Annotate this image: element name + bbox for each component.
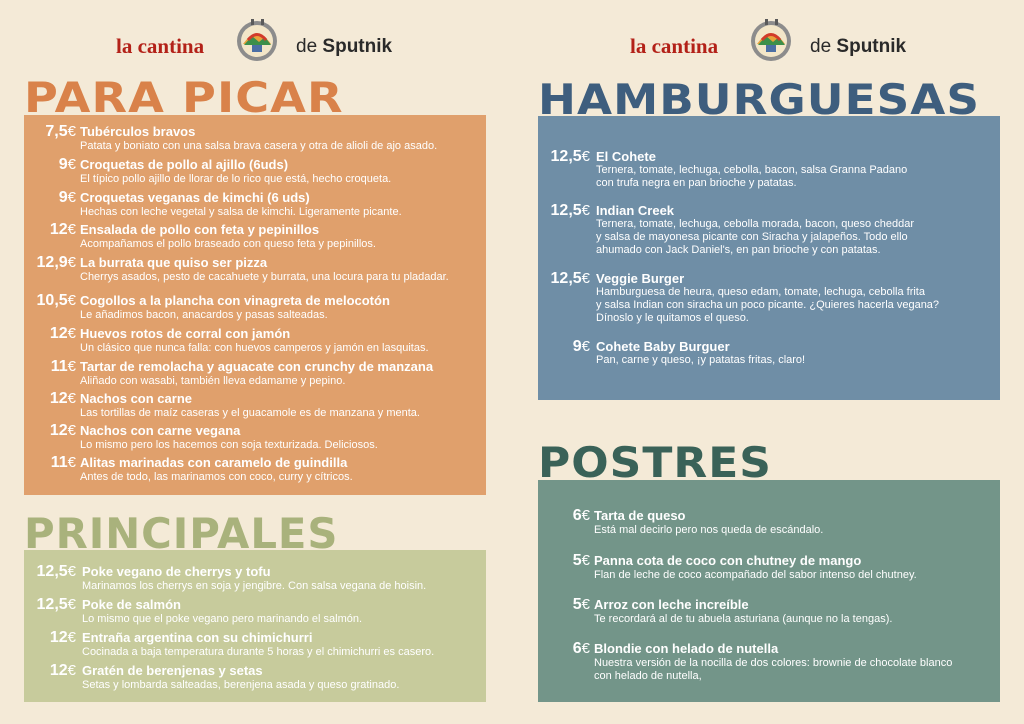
item-description: con helado de nutella,	[594, 670, 702, 682]
item-name: Indian Creek	[596, 203, 675, 218]
brand-header-left	[116, 18, 436, 66]
item-name: La burrata que quiso ser pizza	[80, 255, 268, 270]
item-name: Huevos rotos de corral con jamón	[80, 326, 291, 341]
item-name: Gratén de berenjenas y setas	[82, 663, 263, 678]
item-name: Alitas marinadas con caramelo de guindilla	[80, 455, 348, 470]
item-description: Las tortillas de maíz caseras y el guacamole es de manzana y menta.	[80, 407, 420, 419]
item-description: Lo mismo pero los hacemos con soja texturizada. Deliciosos.	[80, 439, 378, 451]
item-name: Cohete Baby Burguer	[596, 339, 730, 354]
item-name: Poke vegano de cherrys y tofu	[82, 564, 271, 579]
item-price: 6€	[572, 507, 590, 524]
item-price: 10,5€	[36, 292, 76, 309]
item-description: y salsa Indian con siracha un poco picante. ¿Quieres hacerla vegana?	[596, 299, 940, 311]
item-price: 12,5€	[550, 202, 590, 219]
item-description: Flan de leche de coco acompañado del sabor intenso del chutney.	[594, 569, 917, 581]
brand-name: la cantina	[116, 34, 205, 58]
item-description: Cocinada a baja temperatura durante 5 horas y el chimichurri es casero.	[82, 646, 435, 658]
brand-header-right	[630, 18, 950, 66]
postres-heading: POSTRES	[538, 439, 772, 488]
item-description: Le añadimos bacon, anacardos y pasas salteadas.	[80, 309, 328, 321]
item-name: Croquetas veganas de kimchi (6 uds)	[80, 190, 310, 205]
item-description: El típico pollo ajillo de llorar de lo rico que está, hecho croqueta.	[80, 173, 392, 185]
item-description: Setas y lombarda salteadas, berenjena asada y queso gratinado.	[82, 679, 400, 691]
item-description: Pan, carne y queso, ¡y patatas fritas, claro!	[596, 354, 806, 366]
item-name: Blondie con helado de nutella	[594, 641, 779, 656]
item-name: Cogollos a la plancha con vinagreta de melocotón	[80, 293, 390, 308]
brand-sub: de Sputnik	[810, 36, 907, 57]
item-name: Veggie Burger	[596, 271, 685, 286]
item-description: Hechas con leche vegetal y salsa de kimchi. Ligeramente picante.	[80, 206, 402, 218]
brand-sub: de Sputnik	[296, 36, 393, 57]
item-price: 12€	[49, 662, 76, 679]
cantina-logo-icon	[234, 18, 280, 64]
item-description: Aliñado con wasabi, también lleva edamame y pepino.	[80, 375, 346, 387]
item-price: 5€	[572, 596, 590, 613]
item-description: Patata y boniato con una salsa brava casera y otra de alioli de ajo asado.	[80, 140, 438, 152]
hamburguesas-heading: HAMBURGUESAS	[538, 76, 981, 125]
item-description: Marinamos los cherrys en soja y jengibre. Con salsa vegana de hoisin.	[82, 580, 427, 592]
item-description: ahumado con Jack Daniel's, en pan brioche y con patatas.	[596, 244, 881, 256]
item-name: Tarta de queso	[594, 508, 686, 523]
item-price: 12,5€	[550, 270, 590, 287]
principales-heading: PRINCIPALES	[24, 510, 339, 559]
item-price: 6€	[572, 640, 590, 657]
item-price: 9€	[58, 189, 76, 206]
item-price: 12€	[49, 221, 76, 238]
item-name: Nachos con carne vegana	[80, 423, 241, 438]
item-name: Entraña argentina con su chimichurri	[82, 630, 313, 645]
item-price: 9€	[572, 338, 590, 355]
cantina-logo-icon	[748, 18, 794, 64]
para-picar-heading: PARA PICAR	[24, 74, 344, 123]
item-price: 12,5€	[550, 148, 590, 165]
item-description: con trufa negra en pan brioche y patatas.	[596, 177, 797, 189]
brand-name: la cantina	[630, 34, 719, 58]
item-name: Nachos con carne	[80, 391, 192, 406]
item-price: 11€	[50, 454, 76, 471]
item-name: El Cohete	[596, 149, 656, 164]
item-description: Hamburguesa de heura, queso edam, tomate, lechuga, cebolla frita	[596, 286, 925, 298]
item-description: Antes de todo, las marinamos con coco, curry y cítricos.	[80, 471, 353, 483]
item-price: 12,5€	[36, 563, 76, 580]
item-description: Cherrys asados, pesto de cacahuete y burrata, una locura para tu pladadar.	[80, 271, 449, 283]
item-name: Panna cota de coco con chutney de mango	[594, 553, 862, 568]
item-price: 12€	[49, 325, 76, 342]
item-name: Poke de salmón	[82, 597, 181, 612]
item-description: Lo mismo que el poke vegano pero marinando el salmón.	[82, 613, 363, 625]
item-name: Croquetas de pollo al ajillo (6uds)	[80, 157, 289, 172]
item-price: 12,5€	[36, 596, 76, 613]
item-name: Arroz con leche increíble	[594, 597, 749, 612]
item-price: 12€	[49, 390, 76, 407]
item-price: 7,5€	[45, 123, 76, 140]
item-description: Ternera, tomate, lechuga, cebolla, bacon, salsa Granna Padano	[596, 164, 908, 176]
item-description: Acompañamos el pollo braseado con queso feta y pepinillos.	[80, 238, 376, 250]
item-description: Está mal decirlo pero nos queda de escándalo.	[594, 524, 824, 536]
item-price: 12€	[49, 629, 76, 646]
item-price: 12,9€	[36, 254, 76, 271]
item-price: 12€	[49, 422, 76, 439]
item-description: y salsa de mayonesa picante con Siracha y jalapeños. Todo ello	[596, 231, 908, 243]
item-name: Tartar de remolacha y aguacate con crunchy de manzana	[80, 359, 434, 374]
item-price: 5€	[572, 552, 590, 569]
item-price: 11€	[50, 358, 76, 375]
item-price: 9€	[58, 156, 76, 173]
item-description: Dínoslo y le quitamos el queso.	[596, 312, 749, 324]
item-name: Ensalada de pollo con feta y pepinillos	[80, 222, 320, 237]
item-description: Ternera, tomate, lechuga, cebolla morada, bacon, queso cheddar	[596, 218, 914, 230]
item-description: Te recordará al de tu abuela asturiana (aunque no la tengas).	[594, 613, 893, 625]
item-name: Tubérculos bravos	[80, 124, 196, 139]
item-description: Nuestra versión de la nocilla de dos colores: brownie de chocolate blanco	[594, 657, 953, 669]
item-description: Un clásico que nunca falla: con huevos camperos y jamón en lasquitas.	[80, 342, 429, 354]
